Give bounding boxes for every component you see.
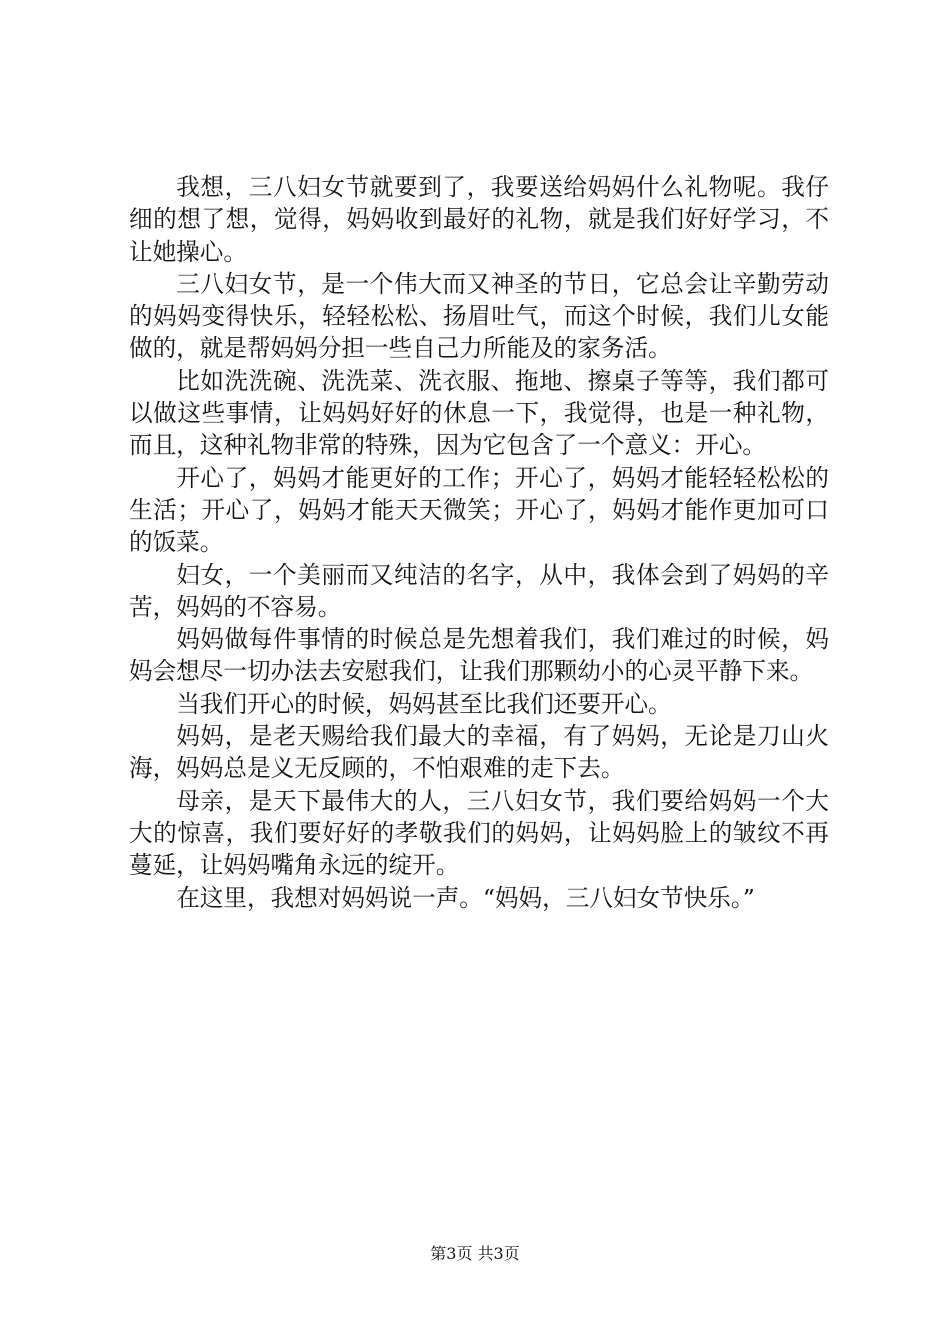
- paragraph: 在这里，我想对妈妈说一声。“妈妈，三八妇女节快乐。”: [176, 883, 755, 912]
- paragraph: 我想，三八妇女节就要到了，我要送给妈妈什么礼物呢。我仔细的想了想，觉得，妈妈收到最好的礼物，就是我们好好学习，不让她操心。: [129, 173, 829, 266]
- document-body: [129, 171, 829, 914]
- paragraph: 母亲，是天下最伟大的人，三八妇女节，我们要给妈妈一个大大的惊喜，我们要好好的孝敬我们的妈妈，让妈妈脸上的皱纹不再蔓延，让妈妈嘴角永远的绽开。: [129, 786, 829, 880]
- page-number-footer: 第3页 共3页: [430, 1244, 520, 1263]
- paragraph: 开心了，妈妈才能更好的工作；开心了，妈妈才能轻轻松松的生活；开心了，妈妈才能天天微笑；开心了，妈妈才能作更加可口的饭菜。: [129, 463, 829, 557]
- paragraph: 比如洗洗碗、洗洗菜、洗衣服、拖地、擦桌子等等，我们都可以做这些事情，让妈妈好好的休息一下，我觉得，也是一种礼物，而且，这种礼物非常的特殊，因为它包含了一个意义：开心。: [129, 366, 829, 460]
- paragraph: 妈妈做每件事情的时候总是先想着我们，我们难过的时候，妈妈会想尽一切办法去安慰我们，让我们那颗幼小的心灵平静下来。: [129, 625, 829, 686]
- paragraph: 妇女，一个美丽而又纯洁的名字，从中，我体会到了妈妈的辛苦，妈妈的不容易。: [129, 560, 829, 621]
- paragraph: 当我们开心的时候，妈妈甚至比我们还要开心。: [176, 689, 672, 718]
- paragraph: 三八妇女节，是一个伟大而又神圣的节日，它总会让辛勤劳动的妈妈变得快乐，轻轻松松、扬眉吐气，而这个时候，我们儿女能做的，就是帮妈妈分担一些自己力所能及的家务活。: [129, 269, 829, 363]
- paragraph: 妈妈，是老天赐给我们最大的幸福，有了妈妈，无论是刀山火海，妈妈总是义无反顾的，不怕艰难的走下去。: [129, 722, 829, 783]
